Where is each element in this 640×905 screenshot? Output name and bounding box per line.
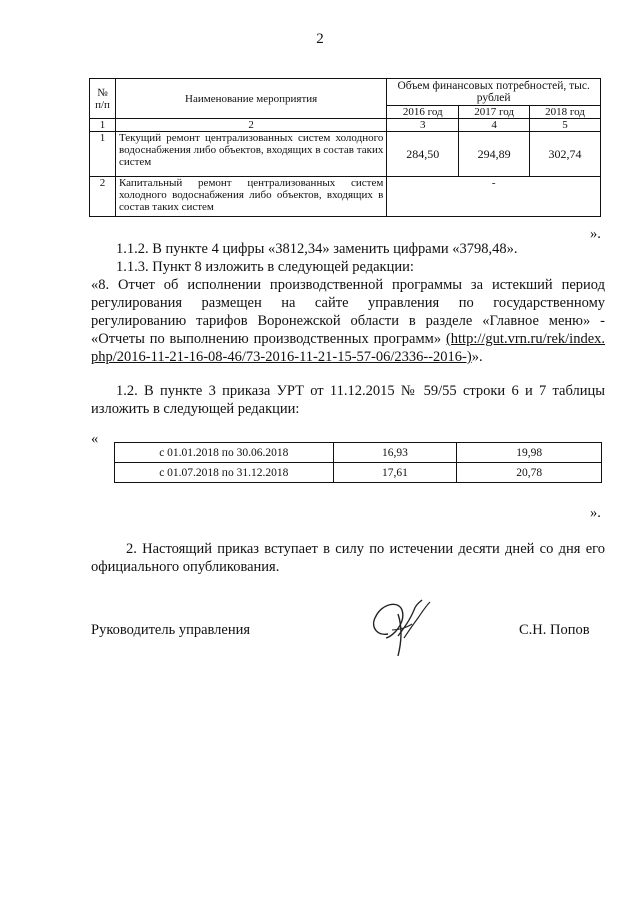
value-cell: 17,61 <box>333 463 457 483</box>
table-row <box>90 132 601 177</box>
signatory-position: Руководитель управления <box>91 622 251 638</box>
open-quote: « <box>91 431 99 447</box>
financial-needs-table <box>89 78 601 217</box>
paragraph-8-text: «8. Отчет об исполнении производственной программы за истекший период регулирования размещен на сайте управления по государственному регулированию тарифов Воронежской области в разделе «Главное меню» - «Отчеты по выполнению производственных программ» <box>91 277 605 347</box>
row-name: Капитальный ремонт централизованных систем холодного водоснабжения либо объектов, входящих в состав таких систем <box>115 177 386 217</box>
handwritten-signature <box>368 596 438 666</box>
table-row <box>90 177 601 217</box>
paragraph-1-1-2: 1.1.2. В пункте 4 цифры «3812,34» заменить цифрами «3798,48». <box>116 241 518 257</box>
paragraph-1-2: 1.2. В пункте 3 приказа УРТ от 11.12.2015 № 59/55 строки 6 и 7 таблицы изложить в следующей редакции: <box>91 383 605 417</box>
paragraph-1-1-3: 1.1.3. Пункт 8 изложить в следующей редакции: <box>116 259 414 275</box>
paragraph-8 <box>91 276 605 366</box>
table1-closing: ». <box>590 226 601 242</box>
row-name: Текущий ремонт централизованных систем холодного водоснабжения либо объектов, входящих в состав таких систем <box>115 132 386 177</box>
value-cell: 16,93 <box>333 443 457 463</box>
column-number: 3 <box>387 119 459 132</box>
paragraph-8-end: ». <box>471 349 483 365</box>
header-year: 2016 год <box>387 106 459 119</box>
value-cell: 20,78 <box>457 463 602 483</box>
column-number: 5 <box>530 119 601 132</box>
period-cell: с 01.07.2018 по 31.12.2018 <box>115 463 334 483</box>
signatory-name: С.Н. Попов <box>519 622 590 638</box>
header-num: № п/п <box>90 79 116 119</box>
row-value: 284,50 <box>387 132 459 177</box>
report-link[interactable]: (http://gut.vrn.ru/rek/index.php/2016-11-21-16-08-46/73-2016-11-21-15-57-06/2336--2016-) <box>91 331 606 365</box>
header-volume: Объем финансовых потребностей, тыс. рублей <box>387 79 601 106</box>
row-num: 1 <box>90 132 116 177</box>
close-quote: ». <box>590 505 601 521</box>
column-number: 4 <box>459 119 530 132</box>
row-value: 302,74 <box>530 132 601 177</box>
paragraph-2: 2. Настоящий приказ вступает в силу по истечении десяти дней со дня его официального опубликования. <box>91 541 605 575</box>
period-cell: с 01.01.2018 по 30.06.2018 <box>115 443 334 463</box>
page-number: 2 <box>316 31 324 47</box>
table-row <box>115 463 602 483</box>
column-number: 1 <box>90 119 116 132</box>
row-merged-value: - <box>387 177 601 217</box>
table-row <box>115 443 602 463</box>
value-cell: 19,98 <box>457 443 602 463</box>
row-value: 294,89 <box>459 132 530 177</box>
column-number: 2 <box>115 119 386 132</box>
row-num: 2 <box>90 177 116 217</box>
header-year: 2017 год <box>459 106 530 119</box>
header-name: Наименование мероприятия <box>115 79 386 119</box>
header-year: 2018 год <box>530 106 601 119</box>
tariff-table <box>114 442 602 483</box>
